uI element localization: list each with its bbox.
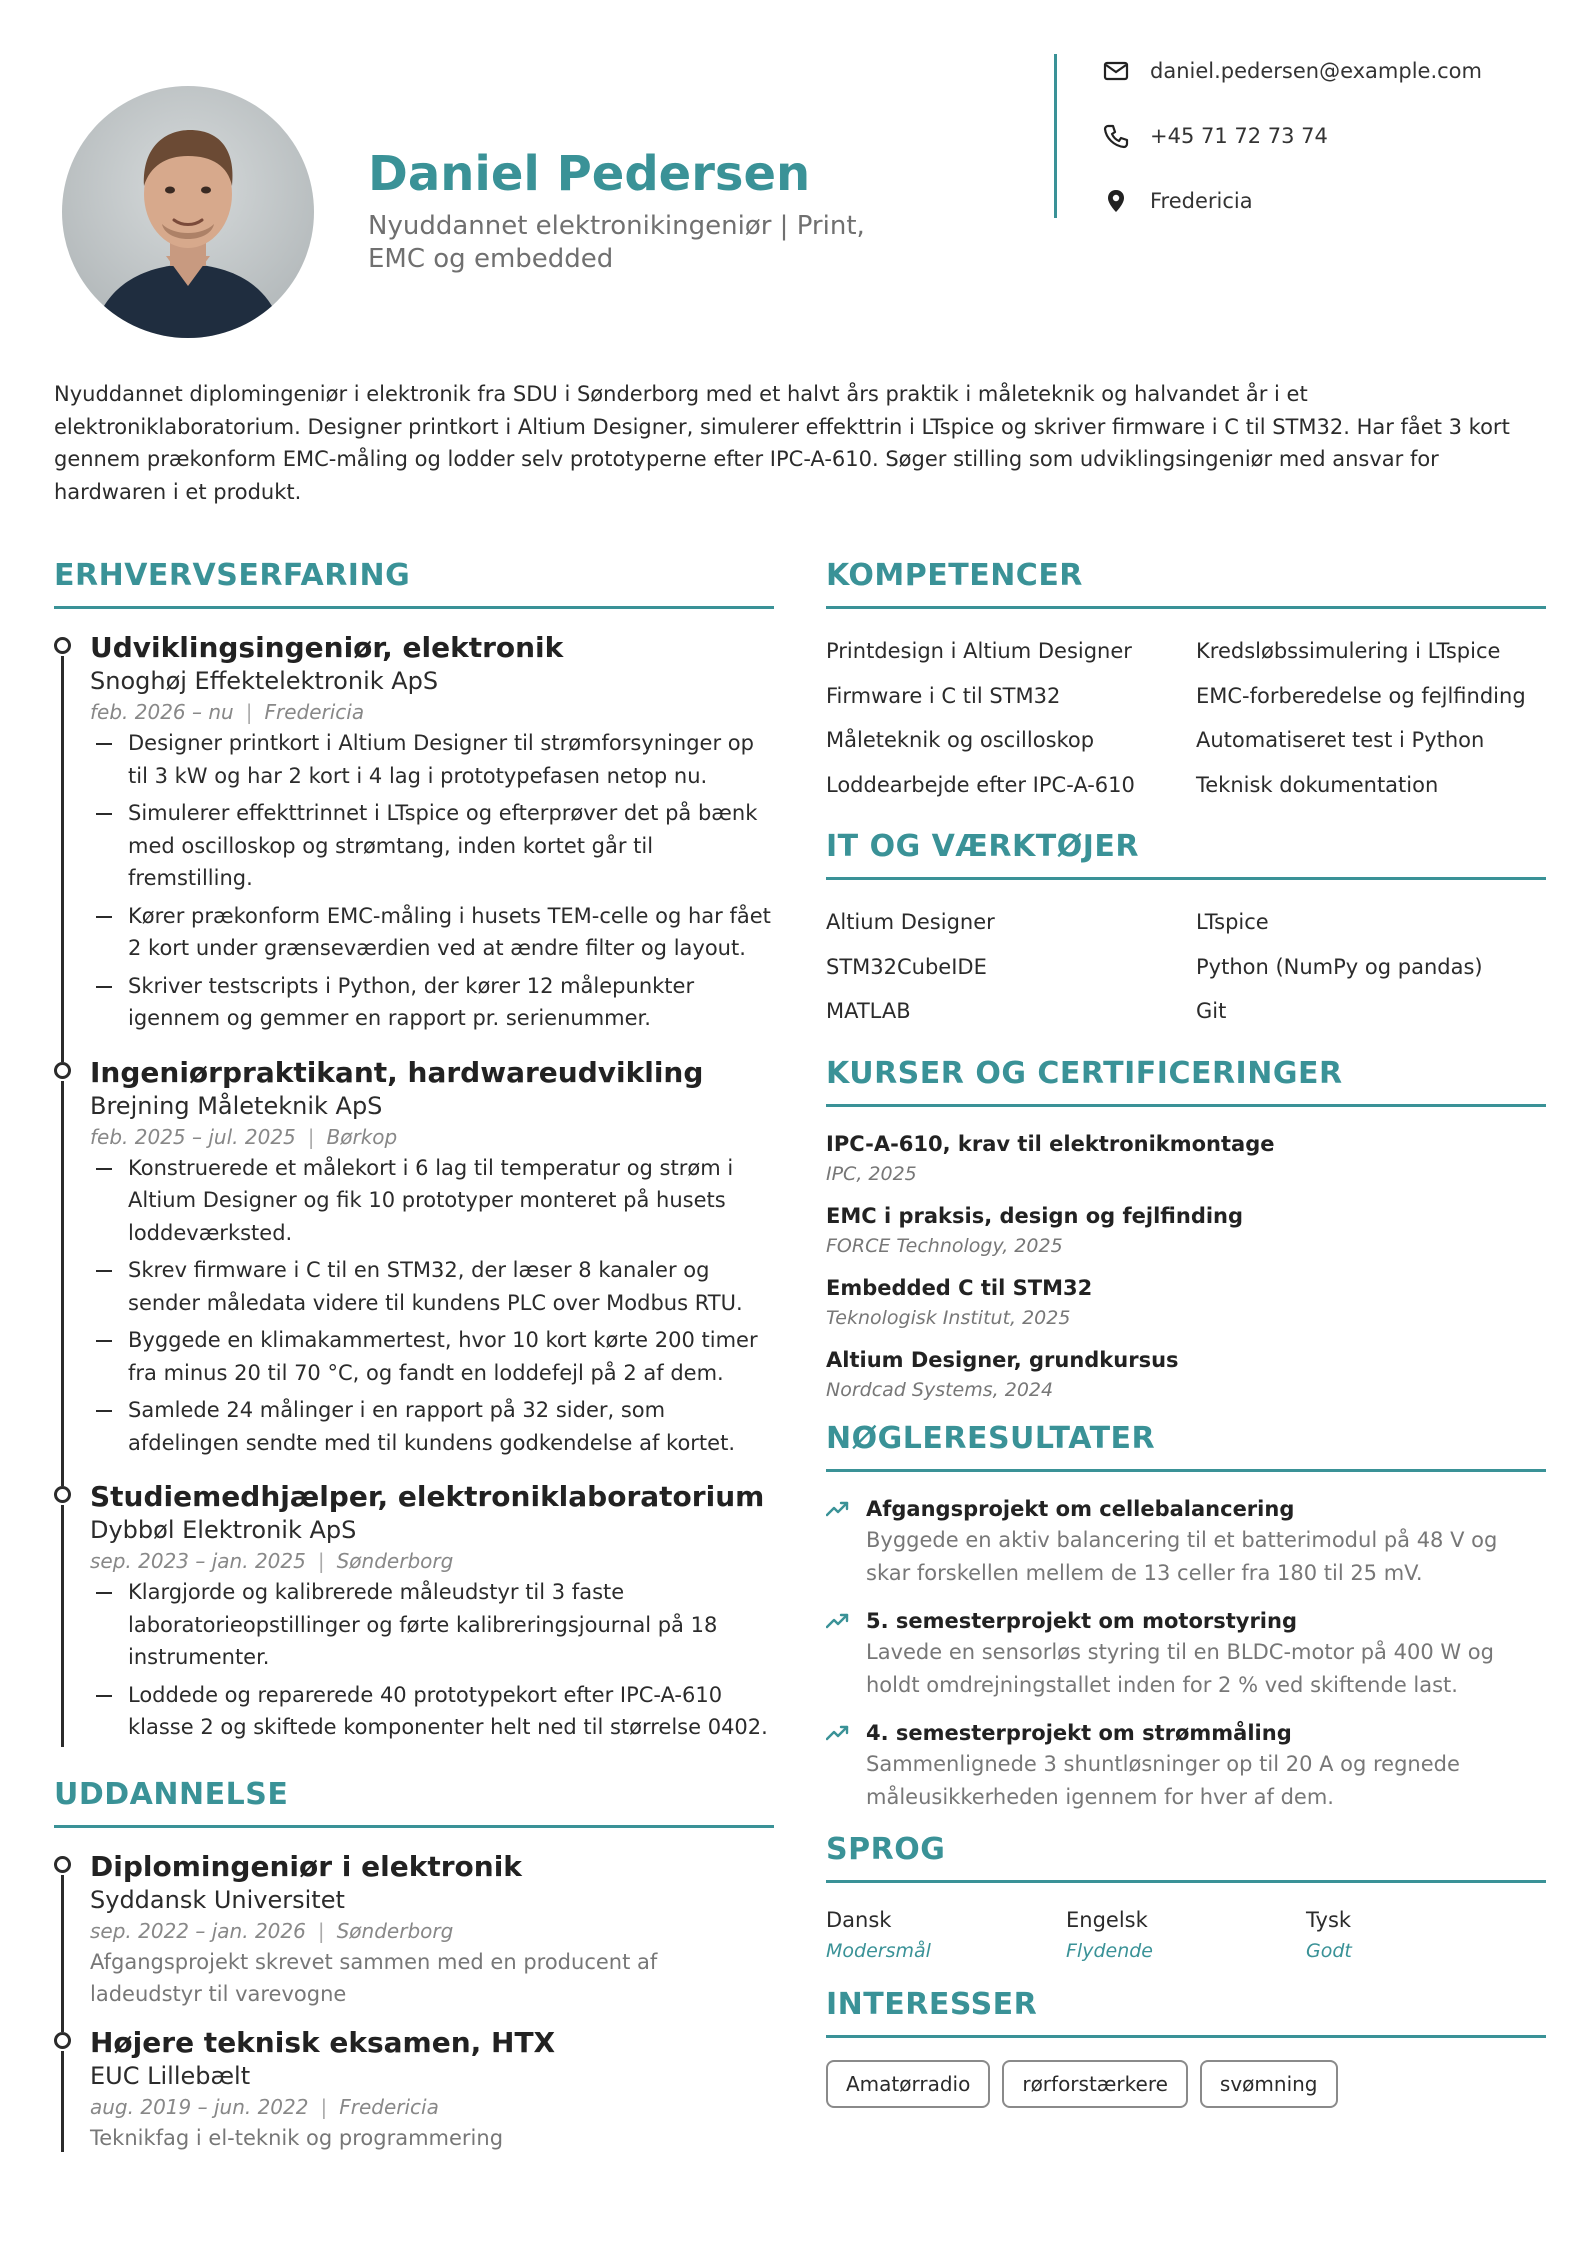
education-dates: aug. 2019 – jun. 2022 <box>90 2094 309 2119</box>
course-meta: FORCE Technology, 2025 <box>826 1234 1063 1257</box>
phone-icon <box>1102 122 1130 150</box>
languages-list <box>826 1905 1546 1967</box>
profile-summary: Nyuddannet diplomingeniør i elektronik fra SDU i Sønderborg med et halvt års praktik i måleteknik og halvandet år i et elektroniklaboratorium. Designer printkort i Altium Designer, simulerer effekttrin i LTspice og skriver firmware i C til STM32. Har fået 3 kort gennem prækonform EMC-måling og lodder selv prototyperne efter IPC-A-610. Søger stilling som udviklingsingeniør med ansvar for hardwaren i et produkt. <box>54 382 1510 504</box>
mail-icon <box>1102 57 1130 85</box>
language-level: Modersmål <box>826 1939 931 1962</box>
job-location: Sønderborg <box>336 1549 454 1573</box>
language-level: Flydende <box>1066 1939 1153 1962</box>
course-item <box>826 1345 1546 1405</box>
job-title: Udviklingsingeniør, elektronik <box>90 631 564 664</box>
job-bullets <box>90 1576 774 1744</box>
meta-separator: | <box>317 1918 325 1943</box>
bullet-item: Skrev firmware i C til en STM32, der læser 8 kanaler og sender måledata videre til kundens PLC over Modbus RTU. <box>90 1254 774 1319</box>
job-meta <box>90 697 774 727</box>
tool-item: STM32CubeIDE <box>826 954 987 979</box>
skills-list <box>826 629 1546 807</box>
course-item <box>826 1273 1546 1333</box>
bullet-item: Konstruerede et målekort i 6 lag til temperatur og strøm i Altium Designer og fik 10 prototyper monteret på husets loddeværksted. <box>90 1152 774 1250</box>
skill-item: Automatiseret test i Python <box>1196 728 1485 752</box>
location-pin-icon <box>1102 187 1130 215</box>
contact-phone-text: +45 71 72 73 74 <box>1150 124 1328 148</box>
education-entry <box>54 1850 774 2026</box>
course-name: IPC-A-610, krav til elektronikmontage <box>826 1131 1275 1156</box>
experience-entry <box>54 1480 774 1765</box>
result-desc: Sammenlignede 3 shuntløsninger op til 20 A og regnede måleusikkerheden igennem for hver af dem. <box>866 1751 1460 1809</box>
bullet-item: Klargjorde og kalibrerede måleudstyr til 3 faste laboratorieopstillinger og førte kalibreringsjournal på 18 instrumenter. <box>90 1576 774 1674</box>
education-desc: Afgangsprojekt skrevet sammen med en producent af ladeudstyr til varevogne <box>90 1949 658 2006</box>
language-name: Dansk <box>826 1907 892 1932</box>
skill-item: EMC-forberedelse og fejlfinding <box>1196 683 1526 708</box>
experience-timeline <box>54 631 774 1765</box>
skill-item: Firmware i C til STM32 <box>826 683 1061 708</box>
headline: Nyuddannet elektronikingeniør | Print, EMC og embedded <box>368 211 865 274</box>
interest-tag: svømning <box>1200 2060 1338 2108</box>
experience-entry <box>54 1056 774 1481</box>
skill-item: Printdesign i Altium Designer <box>826 639 1132 663</box>
bullet-item: Byggede en klimakammertest, hvor 10 kort kørte 200 timer fra minus 20 til 70 °C, og fandt en loddefejl på 2 af dem. <box>90 1324 774 1389</box>
education-meta <box>90 1916 774 1946</box>
tool-item: LTspice <box>1196 910 1269 934</box>
tools-list <box>826 900 1546 1034</box>
section-title-education: UDDANNELSE <box>54 1775 774 1828</box>
experience-entry <box>54 631 774 1056</box>
company-name: Brejning Måleteknik ApS <box>90 1091 383 1120</box>
job-bullets <box>90 727 774 1035</box>
bullet-item: Samlede 24 målinger i en rapport på 32 sider, som afdelingen sendte med til kundens godkendelse af kortet. <box>90 1394 774 1459</box>
education-location: Fredericia <box>339 2094 439 2119</box>
tool-item: Altium Designer <box>826 910 995 934</box>
meta-separator: | <box>320 2094 328 2119</box>
job-location: Børkop <box>326 1124 398 1149</box>
company-name: Dybbøl Elektronik ApS <box>90 1516 357 1544</box>
result-item <box>826 1606 1546 1702</box>
person-portrait-icon <box>62 86 314 338</box>
skill-item: Måleteknik og oscilloskop <box>826 728 1095 752</box>
courses-list <box>826 1129 1546 1405</box>
skill-item: Kredsløbssimulering i LTspice <box>1196 639 1501 663</box>
section-title-experience: ERHVERVSERFARING <box>54 556 774 609</box>
left-column <box>54 556 774 2170</box>
education-location: Sønderborg <box>336 1918 454 1943</box>
contact-location-text: Fredericia <box>1150 189 1253 213</box>
bullet-item: Kører prækonform EMC-måling i husets TEM-celle og har fået 2 kort under grænseværdien ved at ændre filter og layout. <box>90 900 774 965</box>
language-name: Engelsk <box>1066 1907 1148 1932</box>
degree-title: Højere teknisk eksamen, HTX <box>90 2025 556 2059</box>
tool-item: Git <box>1196 999 1227 1023</box>
job-meta <box>90 1122 774 1152</box>
contact-phone[interactable] <box>1102 119 1482 153</box>
result-desc: Lavede en sensorløs styring til en BLDC-motor på 400 W og holdt omdrejningstallet inden for 2 % ved skiftende last. <box>866 1639 1494 1697</box>
bullet-item: Designer printkort i Altium Designer til strømforsyninger op til 3 kW og har 2 kort i 4 lag i prototypefasen netop nu. <box>90 727 774 792</box>
section-title-interests: INTERESSER <box>826 1985 1546 2038</box>
meta-separator: | <box>307 1124 315 1149</box>
job-title: Ingeniørpraktikant, hardwareudvikling <box>90 1055 704 1089</box>
education-meta <box>90 2092 774 2122</box>
contact-list <box>1102 54 1482 249</box>
job-dates: feb. 2025 – jul. 2025 <box>90 1124 296 1149</box>
course-name: Embedded C til STM32 <box>826 1275 1093 1300</box>
course-item <box>826 1201 1546 1261</box>
contact-email[interactable] <box>1102 54 1482 88</box>
candidate-name: Daniel Pedersen <box>368 146 811 202</box>
language-item <box>1306 1905 1546 1967</box>
section-title-tools: IT OG VÆRKTØJER <box>826 827 1546 880</box>
result-item <box>826 1718 1546 1814</box>
language-item <box>1066 1905 1306 1967</box>
education-dates: sep. 2022 – jan. 2026 <box>90 1918 306 1943</box>
result-title: 4. semesterprojekt om strømmåling <box>866 1720 1292 1745</box>
school-name: Syddansk Universitet <box>90 1885 345 1914</box>
skill-item: Loddearbejde efter IPC-A-610 <box>826 772 1135 797</box>
contact-divider <box>1054 54 1057 218</box>
tool-item: MATLAB <box>826 999 911 1023</box>
trending-up-icon <box>826 1500 850 1518</box>
course-name: EMC i praksis, design og fejlfinding <box>826 1203 1244 1228</box>
section-title-skills: KOMPETENCER <box>826 556 1546 609</box>
contact-location <box>1102 184 1482 218</box>
school-name: EUC Lillebælt <box>90 2061 251 2090</box>
interest-tag: rørforstærkere <box>1002 2060 1188 2108</box>
tool-item: Python (NumPy og pandas) <box>1196 954 1483 979</box>
interests-list <box>826 2060 1546 2108</box>
course-meta: Nordcad Systems, 2024 <box>826 1378 1054 1401</box>
results-list <box>826 1494 1546 1814</box>
job-location: Fredericia <box>264 700 365 724</box>
course-meta: Teknologisk Institut, 2025 <box>826 1306 1071 1329</box>
trending-up-icon <box>826 1724 850 1742</box>
section-title-courses: KURSER OG CERTIFICERINGER <box>826 1054 1546 1107</box>
job-bullets <box>90 1152 774 1460</box>
bullet-item: Loddede og reparerede 40 prototypekort efter IPC-A-610 klasse 2 og skiftede komponenter helt ned til størrelse 0402. <box>90 1679 774 1744</box>
result-title: Afgangsprojekt om cellebalancering <box>866 1496 1295 1521</box>
company-name: Snoghøj Effektelektronik ApS <box>90 667 439 695</box>
education-desc: Teknikfag i el-teknik og programmering <box>90 2125 504 2150</box>
contact-email-text: daniel.pedersen@example.com <box>1150 59 1482 83</box>
trending-up-icon <box>826 1612 850 1630</box>
result-item <box>826 1494 1546 1590</box>
course-item <box>826 1129 1546 1189</box>
degree-title: Diplomingeniør i elektronik <box>90 1849 522 1883</box>
course-meta: IPC, 2025 <box>826 1162 917 1185</box>
language-name: Tysk <box>1306 1907 1352 1932</box>
meta-separator: | <box>317 1549 325 1573</box>
section-title-results: NØGLERESULTATER <box>826 1419 1546 1472</box>
bullet-item: Skriver testscripts i Python, der kører 12 målepunkter igennem og gemmer en rapport pr. serienummer. <box>90 970 774 1035</box>
interest-tag: Amatørradio <box>826 2060 990 2108</box>
result-desc: Byggede en aktiv balancering til et batterimodul på 48 V og skar forskellen mellem de 13 celler fra 180 til 25 mV. <box>866 1527 1498 1585</box>
section-title-languages: SPROG <box>826 1830 1546 1883</box>
result-title: 5. semesterprojekt om motorstyring <box>866 1608 1297 1633</box>
job-title: Studiemedhjælper, elektroniklaboratorium <box>90 1480 765 1513</box>
course-name: Altium Designer, grundkursus <box>826 1347 1179 1372</box>
language-item <box>826 1905 1066 1967</box>
language-level: Godt <box>1306 1939 1352 1962</box>
meta-separator: | <box>245 700 253 724</box>
profile-photo <box>62 86 314 338</box>
bullet-item: Simulerer effekttrinnet i LTspice og efterprøver det på bænk med oscilloskop og strømtang, inden kortet går til fremstilling. <box>90 797 774 895</box>
job-meta <box>90 1546 774 1576</box>
education-timeline <box>54 1850 774 2170</box>
right-column <box>826 556 1546 2108</box>
job-dates: feb. 2026 – nu <box>90 700 234 724</box>
job-dates: sep. 2023 – jan. 2025 <box>90 1549 306 1573</box>
skill-item: Teknisk dokumentation <box>1196 772 1439 797</box>
education-entry <box>54 2026 774 2170</box>
